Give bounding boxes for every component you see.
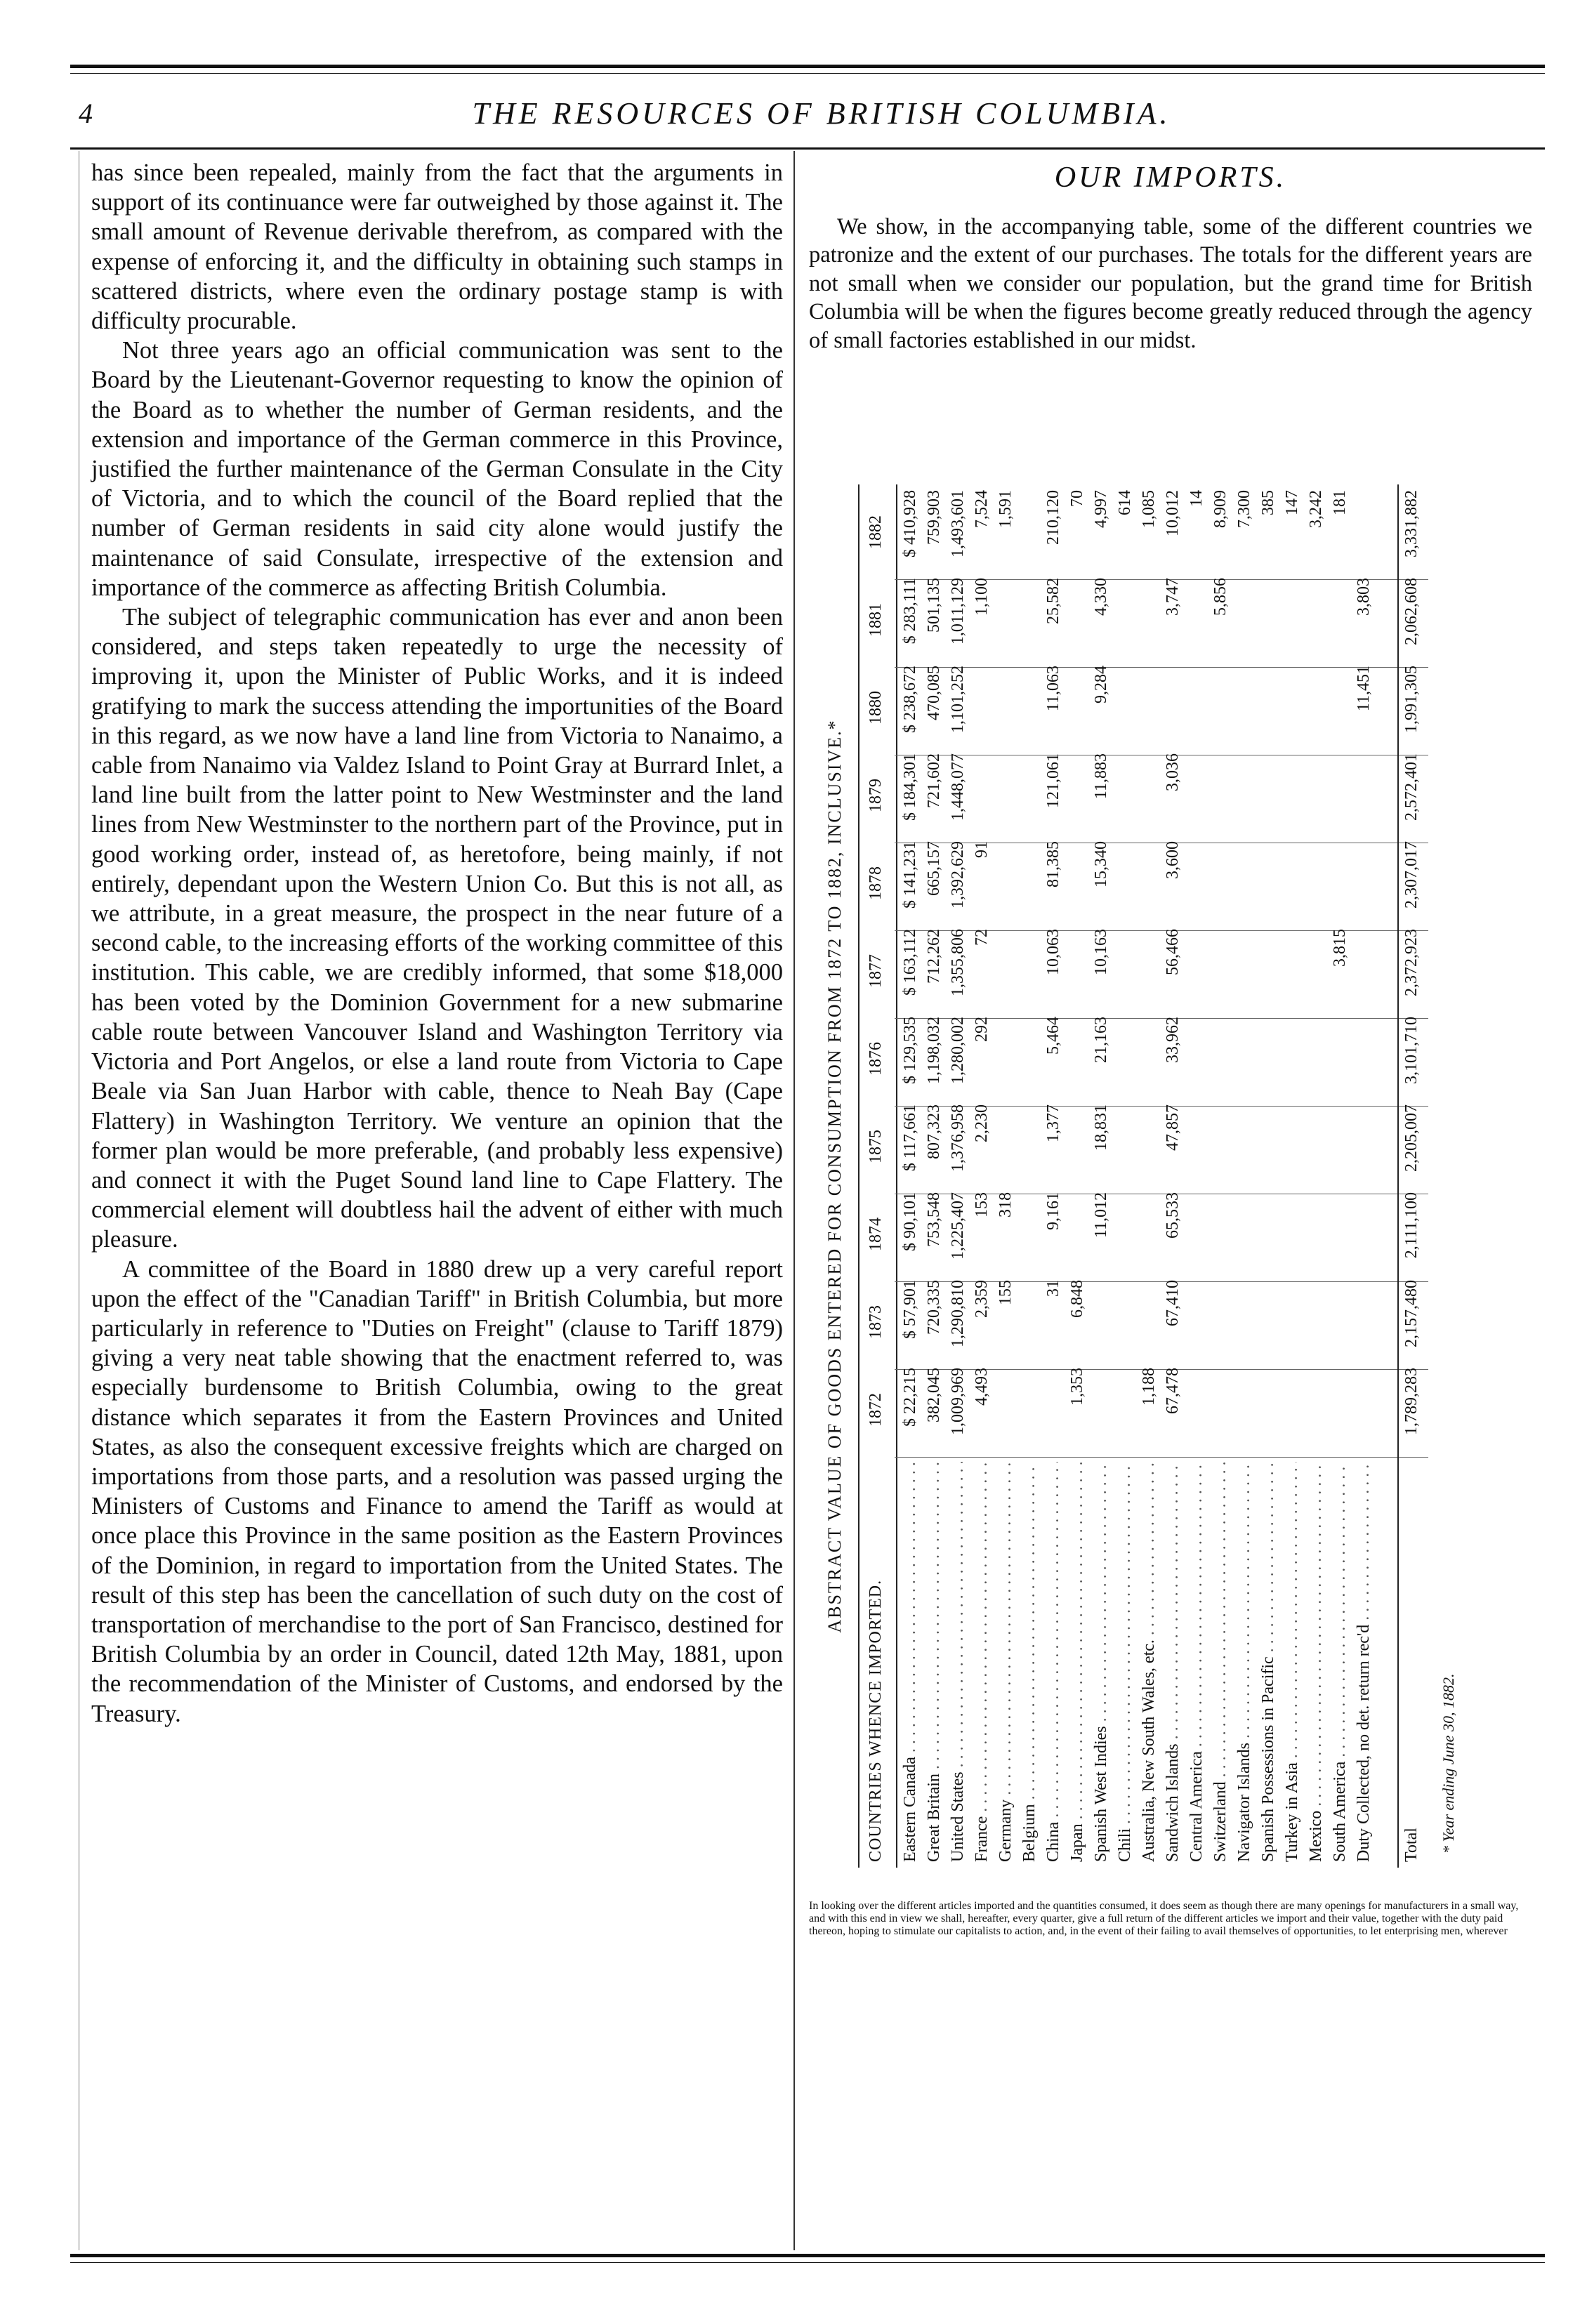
top-rule-thin (70, 73, 1545, 74)
table-header-row (858, 484, 897, 1868)
value-cell: $ 141,231 (901, 841, 919, 909)
value-cell: 292 (973, 1017, 991, 1042)
value-cell: 11,883 (1092, 753, 1110, 800)
value-cell: $ 117,661 (901, 1104, 919, 1172)
table-totals-row (1397, 484, 1424, 1868)
value-cell: 1,448,077 (949, 753, 967, 821)
table-row (1115, 484, 1135, 1868)
value-cell: 72 (973, 929, 991, 946)
table-row (996, 484, 1016, 1868)
value-cell: 11,451 (1355, 666, 1373, 712)
value-cell: 91 (973, 841, 991, 858)
section-title: OUR IMPORTS. (1054, 161, 1287, 194)
total-cell: 1,789,283 (1402, 1368, 1421, 1435)
value-cell: $ 57,901 (901, 1280, 919, 1339)
value-cell: 11,012 (1092, 1192, 1110, 1239)
value-cell: 11,063 (1044, 666, 1062, 712)
country-name: United States . . . (948, 1462, 968, 1862)
value-cell: 10,163 (1092, 929, 1110, 975)
country-name: Duty Collected, no det. return rec'd . . . (1354, 1462, 1374, 1862)
value-cell: 8,909 (1211, 490, 1230, 528)
value-cell: 4,330 (1092, 578, 1110, 616)
total-cell: 2,205,007 (1402, 1104, 1421, 1172)
table-row (948, 484, 968, 1868)
table-row (1091, 484, 1112, 1868)
running-title: THE RESOURCES OF BRITISH COLUMBIA. (472, 96, 1171, 131)
value-cell: 385 (1259, 490, 1277, 515)
table-row (1234, 484, 1255, 1868)
table-row (1043, 484, 1064, 1868)
value-cell: 614 (1116, 490, 1134, 515)
country-name: France . . . (972, 1462, 992, 1862)
total-cell: 2,111,100 (1402, 1192, 1421, 1259)
table-row (1282, 484, 1303, 1868)
value-cell: 1,493,601 (949, 490, 967, 557)
total-cell: 2,307,017 (1402, 841, 1421, 909)
value-cell: 759,903 (925, 490, 943, 545)
value-cell: 3,803 (1355, 578, 1373, 616)
value-cell: 1,198,032 (925, 1017, 943, 1084)
total-cell: 2,372,923 (1402, 929, 1421, 996)
value-cell: 67,410 (1164, 1280, 1182, 1326)
value-cell: 47,857 (1164, 1104, 1182, 1151)
table-row (1354, 484, 1374, 1868)
value-cell: 4,997 (1092, 490, 1110, 528)
country-name: Spanish West Indies . . . (1091, 1462, 1112, 1862)
column-header-year: 1879 (867, 779, 885, 812)
value-cell: 155 (996, 1280, 1015, 1305)
table-row (1306, 484, 1326, 1868)
value-cell: 7,524 (973, 490, 991, 528)
value-cell: 2,230 (973, 1104, 991, 1142)
column-header-year: 1874 (867, 1217, 885, 1251)
bottom-rule-thin (70, 2262, 1545, 2263)
value-cell: 1,085 (1140, 490, 1158, 528)
value-cell: 1,376,958 (949, 1104, 967, 1172)
imports-outro (809, 1889, 1532, 1949)
country-name: Central America . . . (1187, 1462, 1207, 1862)
value-cell: 2,359 (973, 1280, 991, 1318)
value-cell: 210,120 (1044, 490, 1062, 545)
country-name: South America . . . (1330, 1462, 1350, 1862)
country-name: Chili . . . (1115, 1462, 1135, 1862)
value-cell: 382,045 (925, 1368, 943, 1422)
total-cell: 3,331,882 (1402, 490, 1421, 557)
value-cell: 70 (1068, 490, 1086, 507)
value-cell: 3,036 (1164, 753, 1182, 791)
total-cell: 2,157,480 (1402, 1280, 1421, 1347)
value-cell: 9,284 (1092, 666, 1110, 704)
column-header-country: COUNTRIES WHENCE IMPORTED. (867, 1579, 885, 1862)
header-rule (70, 147, 1545, 150)
imports-table-rotated (822, 484, 1524, 1868)
value-cell: 3,747 (1164, 578, 1182, 616)
value-cell: 1,591 (996, 490, 1015, 528)
paragraph-stamp-act: has since been repealed, mainly from the fact that the arguments in support of its continuance were far outweighed by those against it. The small amount of Revenue derivable therefrom, as compared with the expense of enforcing it, and the difficulty in obtaining such stamps in scattered districts, where even the ordinary postage stamp is with difficulty procurable. (91, 159, 783, 335)
value-cell: 7,300 (1235, 490, 1253, 528)
country-name: Great Britain . . . (924, 1462, 944, 1862)
value-cell: 3,242 (1307, 490, 1325, 528)
value-cell: 3,600 (1164, 841, 1182, 879)
country-name: Belgium . . . (1020, 1462, 1040, 1862)
country-name: Germany . . . (996, 1462, 1016, 1862)
table-row (1067, 484, 1088, 1868)
table-row (1211, 484, 1231, 1868)
country-name: Turkey in Asia . . . (1282, 1462, 1303, 1862)
paragraph-tariff: A committee of the Board in 1880 drew up a very careful report upon the effect of the "Canadian Tariff" in British Columbia, but more particularly in reference to "Duties on Freight" (clause to Tariff 1879) giving a very neat table showing that the enactment referred to, was especially burdensome to British Columbia, owing to the great distance which separates it from the Eastern Provinces and United States, as also the consequent excessive freights which are charged on importations from those parts, and a resolution was passed urging the Ministers of Customs and Finance to amend the Tariff as would at once place this Province in the same position as the Eastern Provinces of the Dominion, in regard to importation from the United States. The result of this step has been the cancellation of such duty on the cost of transportation of merchandise to the port of San Francisco, destined for British Columbia by an order in Council, dated 12th May, 1881, upon the recommendation of the Minister of Customs, and endorsed by the Treasury. (91, 1255, 783, 1727)
value-cell: 65,533 (1164, 1192, 1182, 1239)
value-cell: 720,335 (925, 1280, 943, 1335)
column-header-year: 1873 (867, 1305, 885, 1339)
column-header-year: 1872 (867, 1393, 885, 1427)
value-cell: 5,464 (1044, 1017, 1062, 1055)
table-row (1187, 484, 1207, 1868)
value-cell: 67,478 (1164, 1368, 1182, 1414)
value-cell: 470,085 (925, 666, 943, 720)
table-footnote: * Year ending June 30, 1882. (1440, 1673, 1457, 1854)
left-column (91, 158, 783, 1729)
top-rule (70, 65, 1545, 68)
value-cell: 1,225,407 (949, 1192, 967, 1260)
value-cell: 3,815 (1331, 929, 1349, 967)
value-cell: 25,582 (1044, 578, 1062, 624)
paragraph-telegraph: The subject of telegraphic communication has ever and anon been considered, and steps taken repeatedly to urge the necessity of improving it, upon the Minister of Public Works, and it is indeed gratifying to mark the success attending the importunities of the Board in this regard, as we now have a land line from Victoria to Nanaimo, a cable from Nanaimo via Valdez Island to Point Gray at Burrard Inlet, a land line built from the latter point to New Westminster and the land lines from New Westminster to the northern part of the Province, put in good working order, instead of, as heretofore, being mainly, if not entirely, dependant upon the Western Union Co. But this is not all, as we attribute, in a great measure, the prospect in the near future of a second cable, to the increasing efforts of the working committee of this institution. This cable, we are credibly informed, that some $18,000 has been voted by the Dominion Government for a new submarine cable route between Vancouver Island and Washington Territory via Victoria and Port Angelos, or else a land route from Victoria to Cape Beale via San Juan Harbor with cable, thence to Neah Bay (Cape Flattery) in Washington Territory. We venture an opinion that the former plan would be more preferable, (and probably less expensive) and connect it with the Puget Sound land line to Cape Flattery. The commercial element will doubtless hail the advent of either with much pleasure. (91, 604, 783, 1253)
total-cell: 1,991,305 (1402, 666, 1421, 733)
imports-outro-text: In looking over the different articles imported and the quantities consumed, it does seem as though there are many openings for manufacturers in a small way, and with this end in view we shall, hereafter, every quarter, give a full return of the different articles we import and their value, together with the duty paid thereon, hoping to stimulate our capitalists to action, and, in the event of their failing to avail themselves of opportunities, to let enterprising men, wherever (809, 1900, 1519, 1937)
column-header-year: 1882 (867, 515, 885, 549)
value-cell: 5,856 (1211, 578, 1230, 616)
country-name: Spanish Possessions in Pacific . . . (1258, 1462, 1279, 1862)
value-cell: 153 (973, 1192, 991, 1217)
right-column (809, 158, 1532, 522)
value-cell: 1,392,629 (949, 841, 967, 909)
country-name: Japan . . . (1067, 1462, 1088, 1862)
country-name: Australia, New South Wales, etc. . . . (1139, 1462, 1159, 1862)
imports-table (822, 484, 1524, 1868)
total-cell: 2,062,608 (1402, 578, 1421, 645)
total-cell: 3,101,710 (1402, 1017, 1421, 1084)
table-row (900, 484, 921, 1868)
value-cell: 4,493 (973, 1368, 991, 1406)
column-header-year: 1880 (867, 691, 885, 725)
bottom-rule (70, 2254, 1545, 2257)
country-name: China . . . (1043, 1462, 1064, 1862)
value-cell: 18,831 (1092, 1104, 1110, 1151)
value-cell: $ 410,928 (901, 490, 919, 557)
value-cell: 121,061 (1044, 753, 1062, 808)
value-cell: 9,161 (1044, 1192, 1062, 1230)
table-row (1163, 484, 1183, 1868)
column-header-year: 1881 (867, 603, 885, 637)
country-name: Eastern Canada . . . (900, 1462, 921, 1862)
imports-intro-text: We show, in the accompanying table, some of the different countries we patronize and the extent of our purchases. The totals for the different years are not small when we consider our population, but the grand time for British Columbia will be when the figures become greatly reduced through the agency of small factories established in our midst. (809, 214, 1532, 353)
value-cell: 31 (1044, 1280, 1062, 1297)
value-cell: 15,340 (1092, 841, 1110, 887)
value-cell: 56,466 (1164, 929, 1182, 975)
value-cell: 147 (1283, 490, 1301, 515)
value-cell: 721,602 (925, 753, 943, 808)
country-name: Navigator Islands . . . (1234, 1462, 1255, 1862)
value-cell: 1,009,969 (949, 1368, 967, 1435)
column-header-year: 1878 (867, 866, 885, 900)
value-cell: 1,355,806 (949, 929, 967, 996)
value-cell: 712,262 (925, 929, 943, 984)
value-cell: $ 90,101 (901, 1192, 919, 1251)
value-cell: 1,353 (1068, 1368, 1086, 1406)
value-cell: 1,188 (1140, 1368, 1158, 1406)
total-label: Total (1402, 1828, 1421, 1862)
value-cell: 753,548 (925, 1192, 943, 1247)
value-cell: $ 163,112 (901, 929, 919, 996)
value-cell: 81,385 (1044, 841, 1062, 887)
table-row (972, 484, 992, 1868)
value-cell: 21,163 (1092, 1017, 1110, 1063)
country-name: Sandwich Islands . . . (1163, 1462, 1183, 1862)
value-cell: 807,323 (925, 1104, 943, 1159)
value-cell: 1,100 (973, 578, 991, 616)
value-cell: 501,135 (925, 578, 943, 633)
value-cell: 33,962 (1164, 1017, 1182, 1063)
value-cell: $ 184,301 (901, 753, 919, 821)
table-row (1020, 484, 1040, 1868)
total-cell: 2,572,401 (1402, 753, 1421, 821)
value-cell: 6,848 (1068, 1280, 1086, 1318)
value-cell: 14 (1187, 490, 1206, 507)
column-divider (793, 151, 795, 2250)
country-name: Mexico . . . (1306, 1462, 1326, 1862)
value-cell: 181 (1331, 490, 1349, 515)
value-cell: 1,101,252 (949, 666, 967, 733)
column-header-year: 1876 (867, 1042, 885, 1076)
page-number: 4 (79, 98, 93, 129)
country-name: Switzerland . . . (1211, 1462, 1231, 1862)
value-cell: $ 129,535 (901, 1017, 919, 1084)
value-cell: $ 283,111 (901, 578, 919, 645)
table-row (1330, 484, 1350, 1868)
table-row (1258, 484, 1279, 1868)
value-cell: 665,157 (925, 841, 943, 896)
table-title: ABSTRACT VALUE OF GOODS ENTERED FOR CONSUMPTION FROM 1872 TO 1882, INCLUSIVE.* (824, 719, 845, 1633)
value-cell: 1,011,129 (949, 578, 967, 645)
table-row (1139, 484, 1159, 1868)
value-cell: 1,377 (1044, 1104, 1062, 1142)
value-cell: 1,280,002 (949, 1017, 967, 1084)
value-cell: 10,012 (1164, 490, 1182, 536)
value-cell: 1,290,810 (949, 1280, 967, 1347)
table-row (924, 484, 944, 1868)
value-cell: $ 238,672 (901, 666, 919, 733)
paragraph-german-consulate: Not three years ago an official communication was sent to the Board by the Lieutenant-Governor requesting to know the opinion of the Board as to whether the number of German residents, and the extension and importance of the German commerce in this Province, justified the further maintenance of the German Consulate in the City of Victoria, and to which the council of the Board replied that the number of German residents in said city alone would justify the maintenance of said Consulate, irrespective of the extension and importance of the commerce as affecting British Columbia. (91, 337, 783, 601)
value-cell: 318 (996, 1192, 1015, 1217)
value-cell: $ 22,215 (901, 1368, 919, 1427)
imports-intro (809, 213, 1532, 522)
column-header-year: 1877 (867, 954, 885, 988)
value-cell: 10,063 (1044, 929, 1062, 975)
column-header-year: 1875 (867, 1130, 885, 1163)
